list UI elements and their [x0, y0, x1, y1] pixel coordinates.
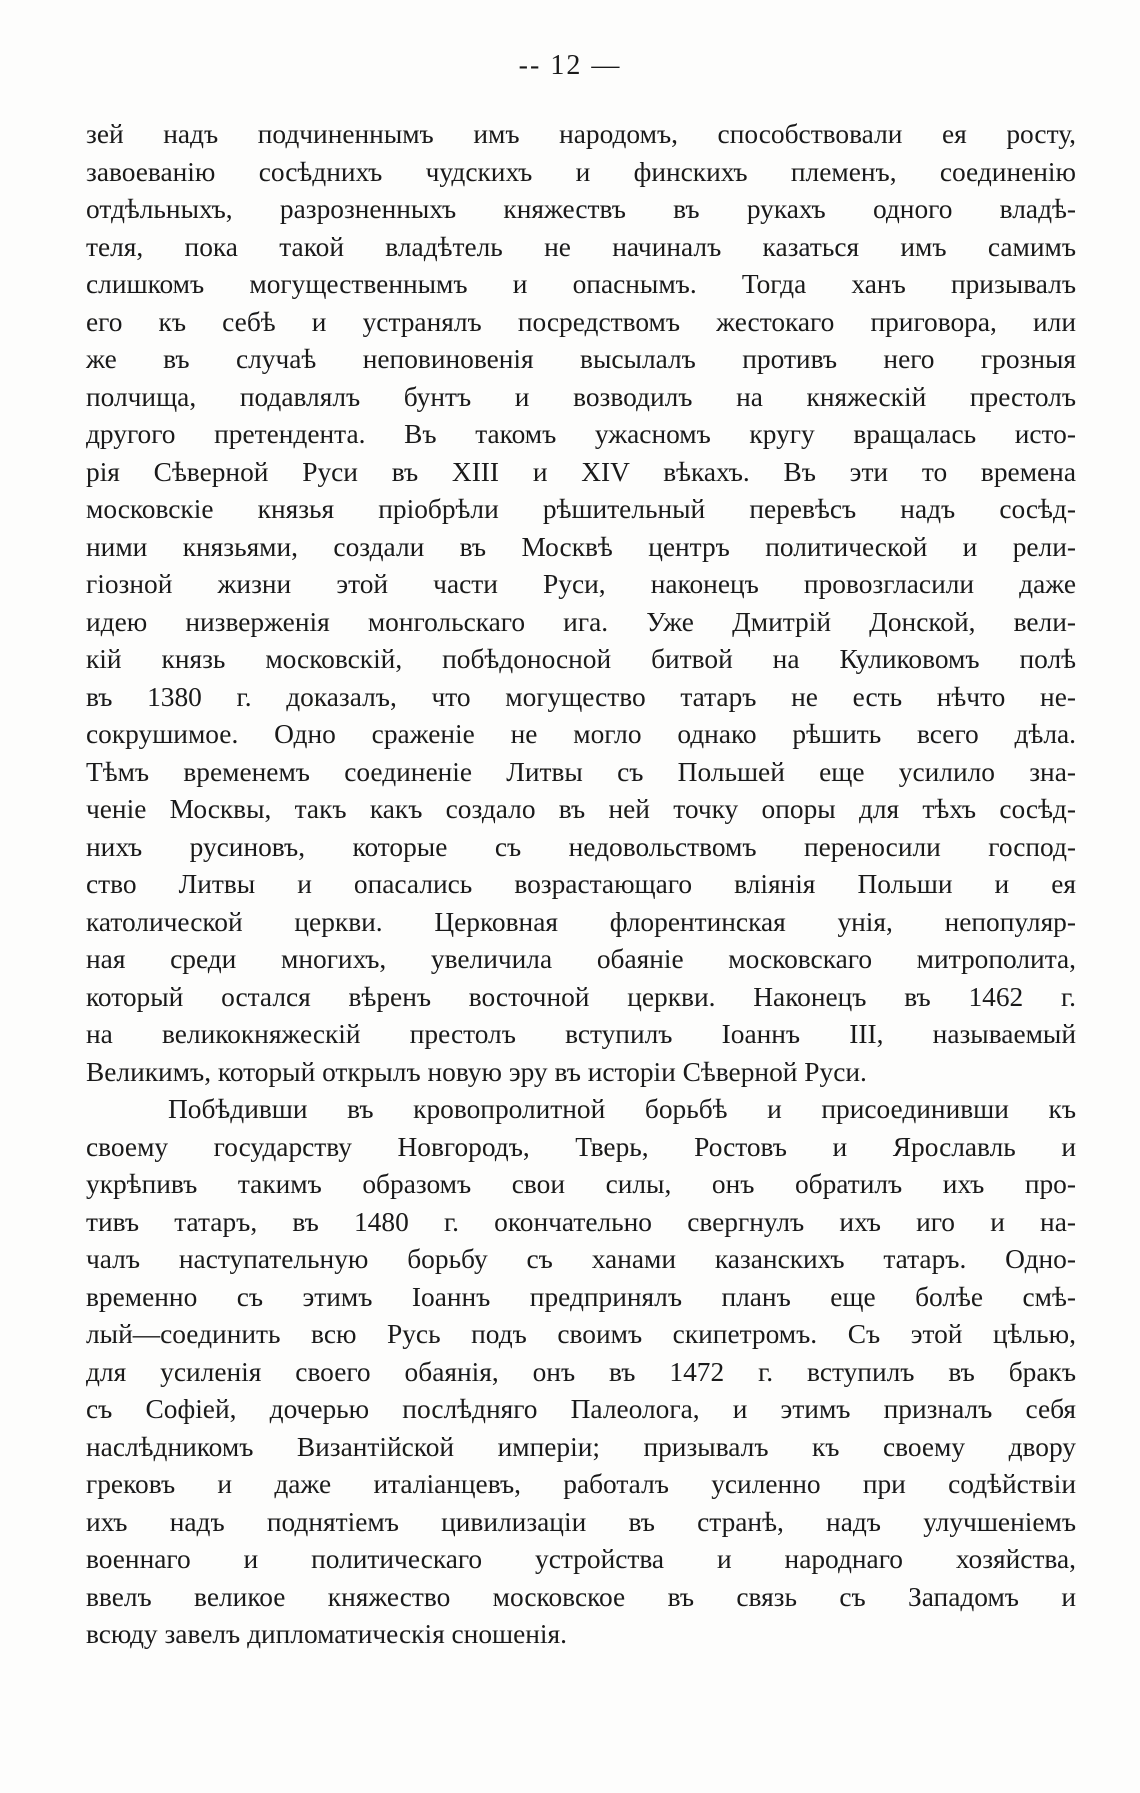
page-number: -- 12 — [518, 50, 622, 81]
text-line: тивъ татаръ, въ 1480 г. окончательно свергнулъ ихъ иго и на- [86, 1206, 1076, 1237]
text-line: же въ случаѣ неповиновенія высылалъ противъ него грозныя [86, 344, 1076, 374]
text-line: наслѣдникомъ Византійской имперіи; призывалъ къ своему двору [86, 1431, 1076, 1462]
text-line: отдѣльныхъ, разрозненныхъ княжествъ въ рукахъ одного владѣ- [86, 194, 1076, 224]
text-line: идею низверженія монгольскаго ига. Уже Дмитрій Донской, вели- [86, 606, 1076, 637]
text-line: временно съ этимъ Іоаннъ предпринялъ планъ еще болѣе смѣ- [86, 1281, 1076, 1312]
text-line: грековъ и даже италіанцевъ, работалъ усиленно при содѣйствіи [86, 1469, 1076, 1499]
text-line: военнаго и политическаго устройства и народнаго хозяйства, [86, 1544, 1076, 1574]
text-line: завоеванію сосѣднихъ чудскихъ и финскихъ племенъ, соединенію [86, 156, 1076, 187]
text-line: его къ себѣ и устранялъ посредствомъ жестокаго приговора, или [86, 306, 1076, 337]
body-text [86, 116, 1076, 1654]
text-line: Побѣдивши въ кровопролитной борьбѣ и присоединивши къ [168, 1094, 1076, 1124]
text-line: на великокняжескій престолъ вступилъ Іоаннъ III, называемый [86, 1019, 1076, 1049]
text-line: Великимъ, который открылъ новую эру въ исторіи Сѣверной Руси. [86, 1056, 867, 1087]
text-line: полчища, подавлялъ бунтъ и возводилъ на княжескій престолъ [86, 381, 1076, 412]
text-line: въ 1380 г. доказалъ, что могущество татаръ не есть нѣчто не- [86, 681, 1076, 712]
text-line: другого претендента. Въ такомъ ужасномъ кругу вращалась исто- [86, 419, 1076, 449]
text-line: гіозной жизни этой части Руси, наконецъ провозгласили даже [86, 569, 1076, 599]
text-line: съ Софіей, дочерью послѣдняго Палеолога, и этимъ призналъ себя [86, 1394, 1076, 1424]
text-line: нихъ русиновъ, которые съ недовольствомъ переносили господ- [86, 831, 1076, 862]
text-line: лый—соединить всю Русь подъ своимъ скипетромъ. Съ этой цѣлью, [86, 1319, 1076, 1349]
text-line: ная среди многихъ, увеличила обаяніе московскаго митрополита, [86, 944, 1076, 974]
text-line: который остался вѣренъ восточной церкви. Наконецъ въ 1462 г. [86, 981, 1076, 1012]
text-line: зей надъ подчиненнымъ имъ народомъ, способствовали ея росту, [86, 119, 1076, 149]
text-line: московскіе князья пріобрѣли рѣшительный перевѣсъ надъ сосѣд- [86, 494, 1076, 524]
text-line: католической церкви. Церковная флорентинская унія, непопуляр- [86, 906, 1076, 937]
text-line: ченіе Москвы, такъ какъ создало въ ней точку опоры для тѣхъ сосѣд- [86, 794, 1076, 824]
text-line: ними князьями, создали въ Москвѣ центръ политической и рели- [86, 531, 1076, 562]
text-line: чалъ наступательную борьбу съ ханами казанскихъ татаръ. Одно- [86, 1244, 1076, 1274]
text-line: теля, пока такой владѣтель не начиналъ казаться имъ самимъ [86, 231, 1076, 262]
text-line: ихъ надъ поднятіемъ цивилизаціи въ странѣ, надъ улучшеніемъ [86, 1506, 1076, 1537]
text-line: ство Литвы и опасались возрастающаго вліянія Польши и ея [86, 869, 1076, 899]
paragraph-1 [86, 116, 1076, 1091]
text-line: Тѣмъ временемъ соединеніе Литвы съ Польшей еще усилило зна- [86, 756, 1076, 787]
text-line: слишкомъ могущественнымъ и опаснымъ. Тогда ханъ призывалъ [86, 269, 1076, 299]
text-line: укрѣпивъ такимъ образомъ свои силы, онъ обратилъ ихъ про- [86, 1169, 1076, 1199]
text-line: рія Сѣверной Руси въ XIII и XIV вѣкахъ. Въ эти то времена [86, 456, 1076, 487]
paragraph-2 [86, 1091, 1076, 1654]
text-line: всюду завелъ дипломатическія сношенія. [86, 1619, 567, 1649]
text-line: для усиленія своего обаянія, онъ въ 1472 г. вступилъ въ бракъ [86, 1356, 1076, 1387]
text-line: ввелъ великое княжество московское въ связь съ Западомъ и [86, 1581, 1076, 1612]
text-line: кій князь московскій, побѣдоносной битвой на Куликовомъ полѣ [86, 644, 1076, 674]
text-line: сокрушимое. Одно сраженіе не могло однако рѣшить всего дѣла. [86, 719, 1076, 749]
text-line: своему государству Новгородъ, Тверь, Ростовъ и Ярославль и [86, 1131, 1076, 1162]
